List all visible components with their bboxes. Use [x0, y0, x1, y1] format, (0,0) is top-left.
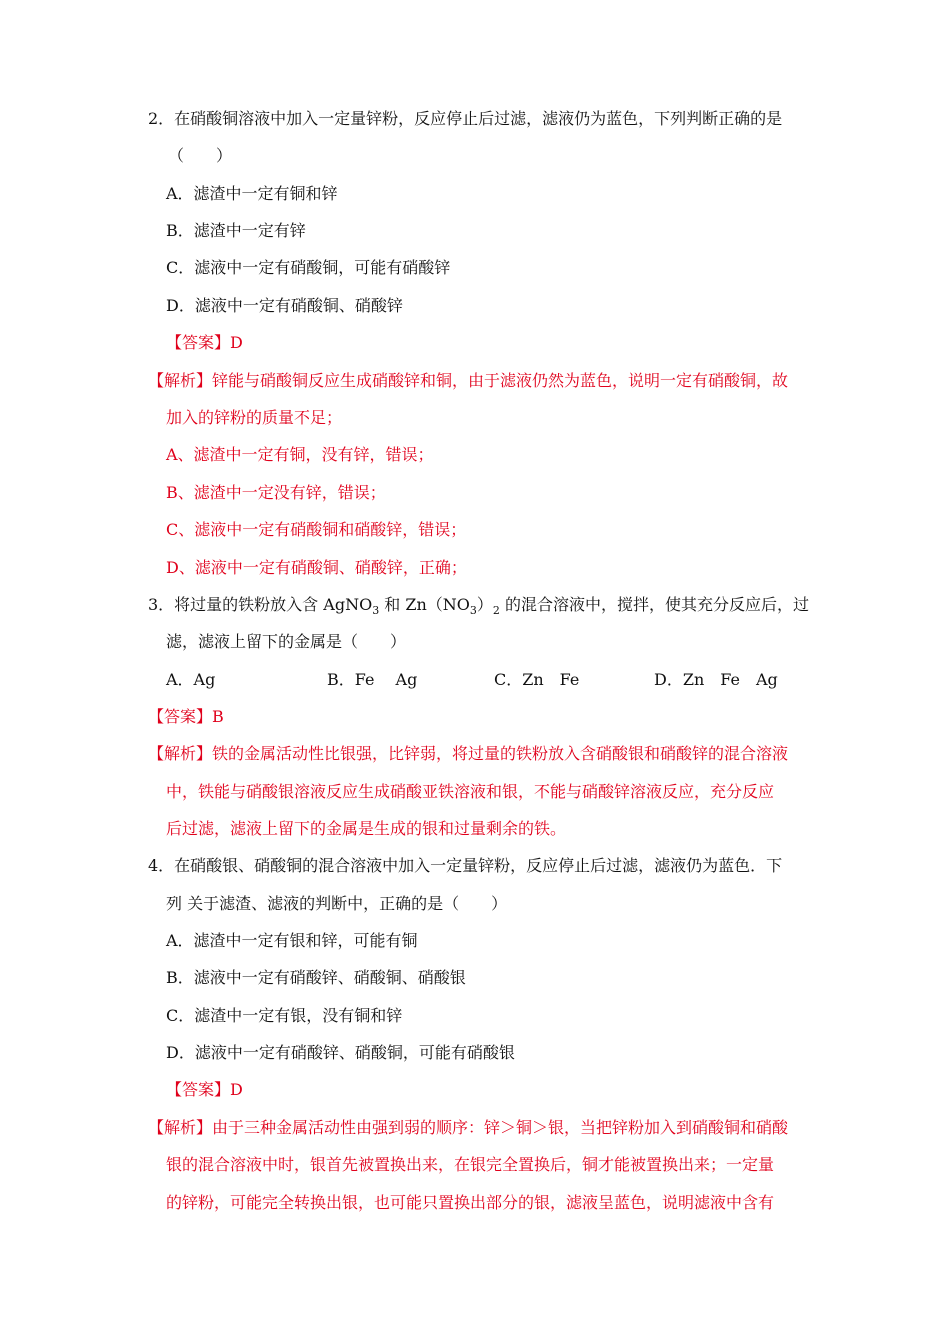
q2-analysis-item-b: B、滤渣中一定没有锌，错误； — [166, 483, 386, 502]
q4-analysis-line1: 【解析】由于三种金属活动性由强到弱的顺序：锌＞铜＞银，当把锌粉加入到硝酸铜和硝酸 — [148, 1118, 789, 1137]
q3-option-b: B．Fe Ag — [327, 670, 418, 689]
q3-stem-line2: 滤，滤液上留下的金属是（ ） — [166, 632, 407, 651]
q3-stem-text: 的混合溶液中，搅拌，使其充分反应后，过 — [499, 595, 810, 614]
q2-stem-line1: 2．在硝酸铜溶液中加入一定量锌粉，反应停止后过滤，滤液仍为蓝色，下列判断正确的是 — [148, 109, 783, 128]
q2-analysis-line1: 【解析】锌能与硝酸铜反应生成硝酸锌和铜，由于滤液仍然为蓝色，说明一定有硝酸铜，故 — [148, 371, 789, 390]
q3-stem-line1 — [148, 595, 809, 615]
q2-analysis-item-c: C、滤液中一定有硝酸铜和硝酸锌，错误； — [166, 520, 467, 539]
q2-option-d: D．滤液中一定有硝酸铜、硝酸锌 — [166, 296, 403, 315]
q3-subscript: 3 — [372, 604, 380, 617]
q2-option-a: A．滤渣中一定有铜和锌 — [166, 184, 338, 203]
q4-option-d: D．滤液中一定有硝酸锌、硝酸铜，可能有硝酸银 — [166, 1043, 515, 1062]
q4-stem-line2: 列 关于滤渣、滤液的判断中，正确的是（ ） — [166, 894, 508, 913]
q4-analysis-line2: 银的混合溶液中时，银首先被置换出来，在银完全置换后，铜才能被置换出来；一定量 — [166, 1155, 775, 1174]
q3-option-a: A．Ag — [166, 670, 216, 689]
q4-answer: 【答案】D — [166, 1080, 243, 1099]
q4-option-b: B．滤液中一定有硝酸锌、硝酸铜、硝酸银 — [166, 968, 466, 987]
q4-option-c: C．滤渣中一定有银，没有铜和锌 — [166, 1006, 403, 1025]
q3-stem-text: ） — [476, 595, 493, 614]
q2-option-b: B．滤渣中一定有锌 — [166, 221, 306, 240]
q3-analysis-line1: 【解析】铁的金属活动性比银强，比锌弱，将过量的铁粉放入含硝酸银和硝酸锌的混合溶液 — [148, 744, 789, 763]
q3-stem-text: 和 Zn（NO — [379, 595, 470, 614]
q3-analysis-line3: 后过滤，滤液上留下的金属是生成的银和过量剩余的铁。 — [166, 819, 567, 838]
q3-answer: 【答案】B — [148, 707, 224, 726]
q3-analysis-line2: 中，铁能与硝酸银溶液反应生成硝酸亚铁溶液和银，不能与硝酸锌溶液反应，充分反应 — [166, 782, 775, 801]
q2-analysis-item-d: D、滤液中一定有硝酸铜、硝酸锌，正确； — [166, 558, 467, 577]
q2-analysis-line2: 加入的锌粉的质量不足； — [166, 408, 343, 427]
q3-stem-text: 3．将过量的铁粉放入含 AgNO — [148, 595, 373, 614]
q3-option-d: D．Zn Fe Ag — [654, 670, 778, 689]
q2-answer: 【答案】D — [166, 333, 243, 352]
q3-option-c: C．Zn Fe — [494, 670, 580, 689]
q4-stem-line1: 4．在硝酸银、硝酸铜的混合溶液中加入一定量锌粉，反应停止后过滤，滤液仍为蓝色．下 — [148, 856, 783, 875]
q2-analysis-item-a: A、滤渣中一定有铜，没有锌，错误； — [166, 445, 434, 464]
q4-analysis-line3: 的锌粉，可能完全转换出银，也可能只置换出部分的银，滤液呈蓝色，说明滤液中含有 — [166, 1193, 775, 1212]
q4-option-a: A．滤渣中一定有银和锌，可能有铜 — [166, 931, 418, 950]
q3-subscript: 3 — [469, 604, 477, 617]
q3-subscript: 2 — [492, 604, 500, 617]
q2-stem-line2: （ ） — [168, 146, 233, 165]
q2-option-c: C．滤液中一定有硝酸铜，可能有硝酸锌 — [166, 258, 451, 277]
